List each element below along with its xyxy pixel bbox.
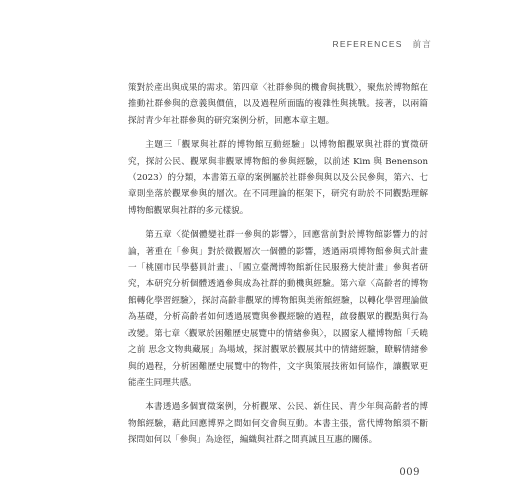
header-section: REFERENCES [332, 39, 403, 49]
running-header [0, 38, 432, 50]
paragraph: 策對於產出與成果的需求。第四章〈社群參與的機會與挑戰〉，聚焦於博物館在推動社群參與的意義與價值，以及過程所面臨的複雜性與挑戰。接著，以兩篇探討青少年社群參與的研究案例分析，回應本章主題。 [128, 83, 428, 126]
page-number: 009 [399, 467, 420, 478]
body-text [128, 80, 428, 457]
paragraph: 本書透過多個實徵案例，分析觀眾、公民、新住民、青少年與高齡者的博物館經驗，藉此回應博界之間如何交會與互動。本書主張，當代博物館須不斷探問如何以「參與」為途徑，編織與社群之間真誠且互惠的關係。 [128, 402, 428, 446]
paragraph: 主題三「觀眾與社群的博物館互動經驗」以博物館觀眾與社群的實徵研究，探討公民、觀眾與非觀眾博物館的參與經驗，以前述 Kim 與 Benenson（2023）的分類，本書第五章的案例屬於社群參與與以及公民參與，第六、七章則坐落於觀眾參與的層次。在不同理論的框架下，研究有助於不同觀點理解博物館觀眾與社群的多元樣貌。 [128, 140, 428, 216]
paragraph: 第五章〈從個體變社群一參與的影響〉，回應當前對於博物館影響力的討論，著重在「參與」對於微觀層次一個體的影響，透過兩項博物館參與式計畫一「桃園市民學藝員計畫」、「國立臺灣博物館新住民服務大使計畫」參與者研究，本研究分析個體透過參與成為社群的動機與經驗。第六章〈高齡者的博物館轉化學習經驗〉，探討高齡非觀眾的博物館與美術館經驗，以轉化學習理論做為基礎，分析高齡者如何透過展覽與參觀經驗的過程，啟發觀眾的觀點與行為改變。第七章〈觀眾於困難歷史展覽中的情緒參與〉，以國家人權博物館「夭曉之前 思念文物典藏展」為場域，探討觀眾於觀展其中的情緒經驗，瞭解情緒參與的過程，分析困難歷史展覽中的物件，文字與策展技術如何協作，讓觀眾更能產生同理共感。 [128, 230, 428, 388]
header-chapter: 前言 [412, 39, 432, 49]
